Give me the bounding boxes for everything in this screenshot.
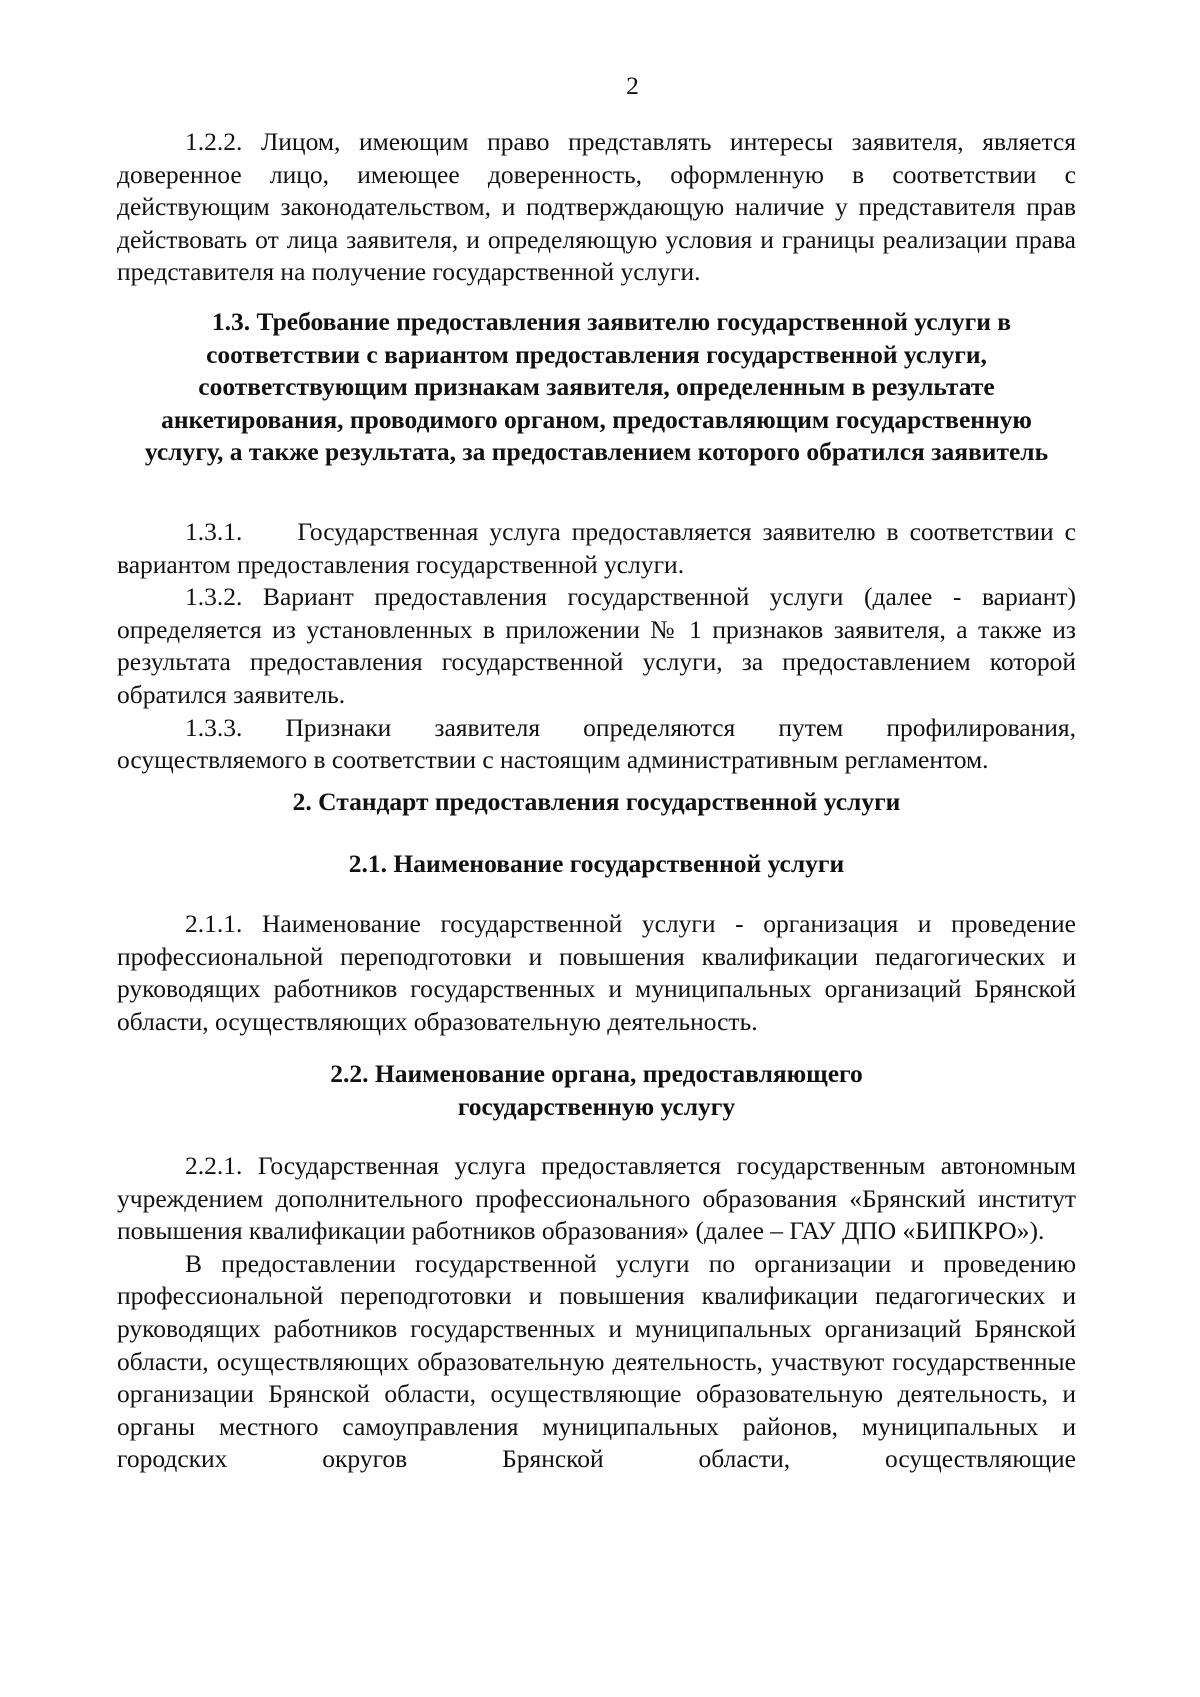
heading-1-3-line-4: анкетирования, проводимого органом, предоставляющим государственную [161, 404, 1032, 434]
paragraph-participants: В предоставлении государственной услуги по организации и проведению профессиональной переподготовки и повышения квалификации педагогических и руководящих работников государственных и муниципальных организаций Брянской области, осуществляющих образовательную деятельность, участвуют государственные организации Брянской области, осуществляющие образовательную деятельность, и органы местного самоуправления муниципальных районов, муниципальных и городских округов Брянской области, осуществляющие [117, 1248, 1076, 1474]
section-2-heading [117, 786, 1076, 819]
page-number: 2 [626, 71, 639, 100]
heading-2-1: 2.1. Наименование государственной услуги [348, 849, 845, 878]
section-1-3-heading [117, 306, 1076, 469]
paragraph-1-3-3: 1.3.3. Признаки заявителя определяются путем профилирования, осуществляемого в соответствии с настоящим административным регламентом. [117, 712, 1076, 775]
paragraph-2-1-1: 2.1.1. Наименование государственной услуги - организация и проведение профессиональной переподготовки и повышения квалификации педагогических и руководящих работников государственных и муниципальных организаций Брянской области, осуществляющих образовательную деятельность. [117, 909, 1076, 1036]
heading-2: 2. Стандарт предоставления государственной услуги [292, 787, 901, 816]
section-2-2-heading [117, 1058, 1076, 1123]
section-1-2-2 [117, 126, 1076, 289]
paragraph-1-3-2: 1.3.2. Вариант предоставления государственной услуги (далее - вариант) определяется из установленных в приложении № 1 признаков заявителя, а также из результата предоставления государственной услуги, за предоставлением которой обратился заявитель. [117, 582, 1076, 709]
heading-1-3 [117, 306, 1076, 469]
heading-1-3-line-5: услугу, а также результата, за предоставлением которого обратился заявитель [144, 437, 1049, 467]
section-2-1-heading [117, 848, 1076, 881]
heading-1-3-line-1: 1.3. Требование предоставления заявителю государственной услуги в [211, 307, 1012, 336]
heading-1-3-line-3: соответствующим признакам заявителя, определенным в результате [198, 372, 995, 402]
section-2-1-1 [117, 908, 1076, 1038]
heading-1-3-line-2: соответствии с вариантом предоставления государственной услуги, [206, 339, 987, 369]
heading-2-2-line-2: государственную услугу [457, 1091, 736, 1121]
heading-2-2 [117, 1058, 1076, 1123]
section-1-3-paragraphs [117, 516, 1076, 777]
paragraph-1-3-1: 1.3.1. Государственная услуга предоставляется заявителю в соответствии с вариантом предоставления государственной услуги. [117, 517, 1076, 579]
paragraph-2-2-1: 2.2.1. Государственная услуга предоставляется государственным автономным учреждением дополнительного профессионального образования «Брянский институт повышения квалификации работников образования» (далее – ГАУ ДПО «БИПКРО»). [117, 1151, 1076, 1246]
section-2-2-1 [117, 1150, 1076, 1476]
paragraph-1-2-2: 1.2.2. Лицом, имеющим право представлять интересы заявителя, является доверенное лицо, имеющее доверенность, оформленную в соответствии с действующим законодательством, и подтверждающую наличие у представителя прав действовать от лица заявителя, и определяющую условия и границы реализации права представителя на получение государственной услуги. [117, 127, 1076, 287]
heading-2-2-line-1: 2.2. Наименование органа, предоставляющего [330, 1059, 863, 1088]
